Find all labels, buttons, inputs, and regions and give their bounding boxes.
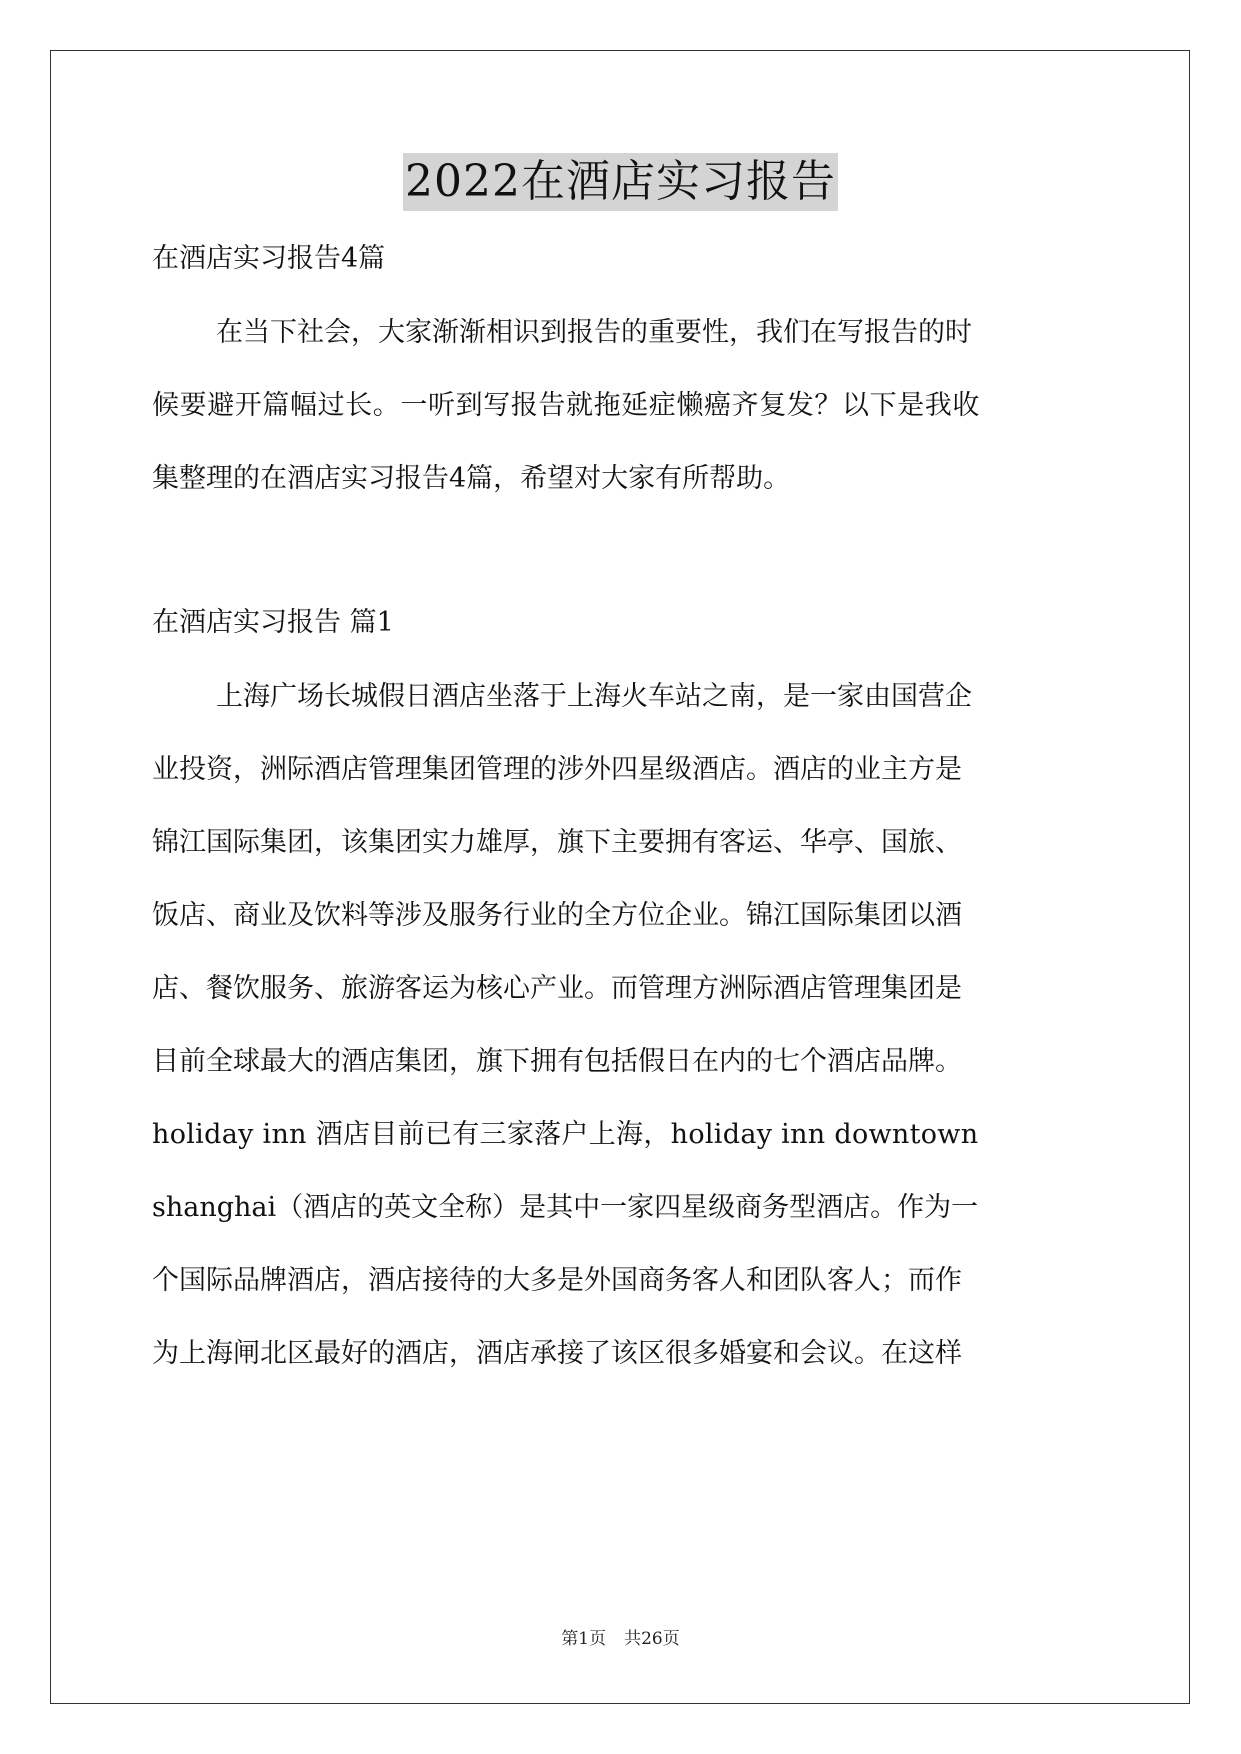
body-line-7: holiday inn 酒店目前已有三家落户上海，holiday inn downtown	[152, 1119, 979, 1150]
document-title	[0, 153, 1241, 211]
body-line-2: 业投资，洲际酒店管理集团管理的涉外四星级酒店。酒店的业主方是	[152, 754, 962, 785]
body-line-5: 店、餐饮服务、旅游客运为核心产业。而管理方洲际酒店管理集团是	[152, 973, 962, 1004]
body-line-3: 锦江国际集团，该集团实力雄厚，旗下主要拥有客运、华亭、国旅、	[152, 827, 962, 858]
intro-line-3: 集整理的在酒店实习报告4篇，希望对大家有所帮助。	[152, 463, 791, 494]
body-line-8: shanghai（酒店的英文全称）是其中一家四星级商务型酒店。作为一	[152, 1192, 979, 1223]
page-total: 共26页	[624, 1629, 680, 1649]
intro-line-2: 候要避开篇幅过长。一听到写报告就拖延症懒癌齐复发？以下是我收	[152, 390, 980, 421]
page-border	[50, 50, 1190, 1704]
body-line-10: 为上海闸北区最好的酒店，酒店承接了该区很多婚宴和会议。在这样	[152, 1338, 962, 1369]
section-heading: 在酒店实习报告 篇1	[152, 607, 394, 638]
document-title-text: 2022在酒店实习报告	[403, 153, 838, 211]
body-line-6: 目前全球最大的酒店集团，旗下拥有包括假日在内的七个酒店品牌。	[152, 1046, 962, 1077]
body-line-1: 上海广场长城假日酒店坐落于上海火车站之南，是一家由国营企	[216, 681, 972, 712]
body-line-9: 个国际品牌酒店，酒店接待的大多是外国商务客人和团队客人；而作	[152, 1265, 962, 1296]
page-number: 第1页	[561, 1629, 607, 1649]
document-subtitle: 在酒店实习报告4篇	[152, 243, 386, 274]
body-line-4: 饭店、商业及饮料等涉及服务行业的全方位企业。锦江国际集团以酒	[152, 900, 962, 931]
intro-line-1: 在当下社会，大家渐渐相识到报告的重要性，我们在写报告的时	[216, 317, 972, 348]
page-footer	[0, 1624, 1241, 1649]
